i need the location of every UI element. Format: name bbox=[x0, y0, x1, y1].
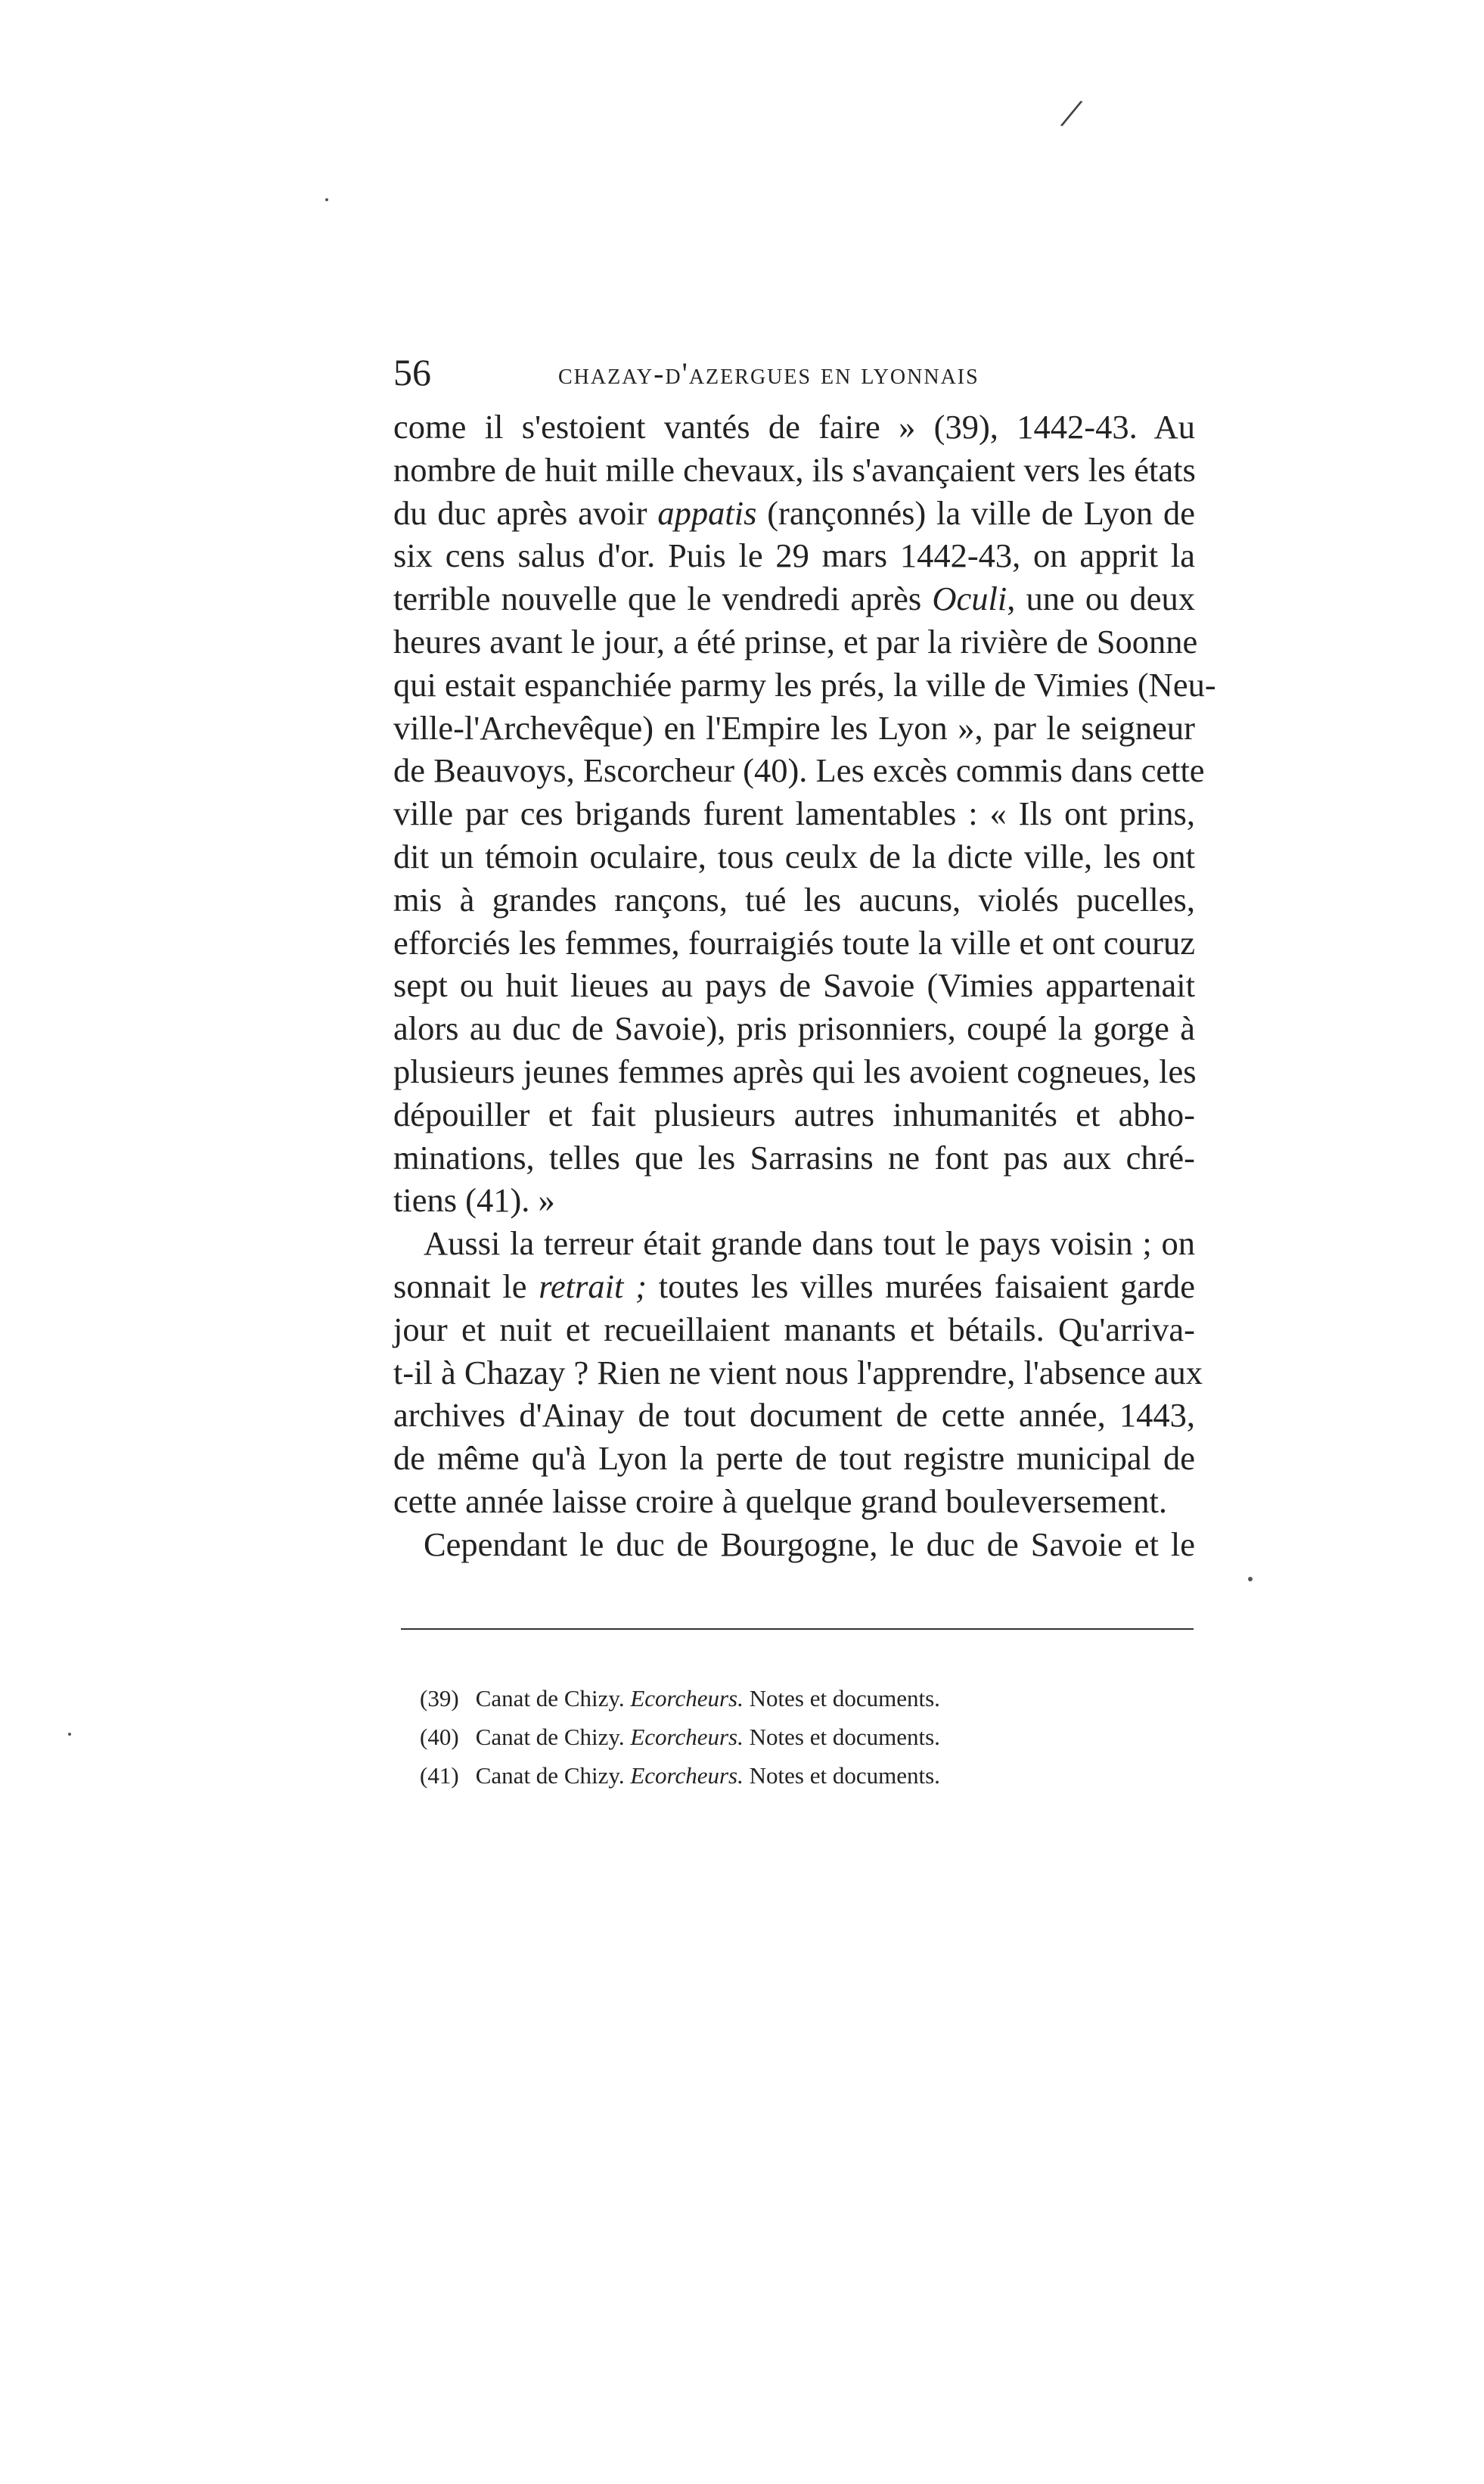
italic-word: retrait ; bbox=[539, 1267, 647, 1305]
text-line: jour et nuit et recueillaient manants et bétails. Qu'arriva- bbox=[393, 1310, 1195, 1348]
text-line: ville-l'Archevêque) en l'Empire les Lyon », par le seigneur bbox=[393, 708, 1195, 747]
page-header bbox=[393, 350, 1014, 403]
text-fragment: sonnait le bbox=[393, 1267, 539, 1305]
text-line: cette année laisse croire à quelque grand bouleversement. bbox=[393, 1481, 1168, 1520]
text-fragment: du duc après avoir bbox=[393, 493, 658, 532]
text-line: tiens (41). » bbox=[393, 1181, 555, 1220]
text-line bbox=[393, 577, 1195, 620]
paragraph bbox=[393, 1222, 1203, 1523]
text-line: dit un témoin oculaire, tous ceulx de la dicte ville, les ont bbox=[393, 837, 1195, 875]
footnote bbox=[420, 1718, 1176, 1756]
italic-word: Oculi bbox=[932, 580, 1007, 618]
text-line bbox=[393, 492, 1195, 535]
body-text bbox=[393, 406, 1216, 1566]
text-line: de même qu'à Lyon la perte de tout registre municipal de bbox=[393, 1439, 1195, 1478]
text-line: archives d'Ainay de tout document de cette année, 1443, bbox=[393, 1396, 1195, 1435]
text-fragment: (rançonnés) la ville de Lyon de bbox=[756, 493, 1195, 532]
text-fragment: , une ou deux bbox=[1007, 580, 1195, 618]
footnote-work: Ecorcheurs. bbox=[630, 1762, 744, 1789]
text-line: six cens salus d'or. Puis le 29 mars 1442-43, on apprit la bbox=[393, 536, 1195, 575]
text-line: alors au duc de Savoie), pris prisonniers, coupé la gorge à bbox=[393, 1009, 1195, 1048]
italic-word: appatis bbox=[657, 493, 757, 532]
text-line: mis à grandes rançons, tué les aucuns, violés pucelles, bbox=[393, 880, 1195, 919]
footnote-mark: (40) bbox=[420, 1724, 459, 1750]
footnote-rest: Notes et documents. bbox=[749, 1724, 940, 1750]
page-number: 56 bbox=[393, 351, 431, 393]
text-line: come il s'estoient vantés de faire » (39), 1442-43. Au bbox=[393, 408, 1195, 446]
pencil-mark: / bbox=[1060, 89, 1082, 138]
text-line: plusieurs jeunes femmes après qui les avoient cogneues, les bbox=[393, 1052, 1197, 1090]
paper-speck bbox=[325, 198, 328, 201]
footnote-rest: Notes et documents. bbox=[749, 1762, 940, 1789]
text-line: de Beauvoys, Escorcheur (40). Les excès commis dans cette bbox=[393, 751, 1205, 790]
text-line: Cependant le duc de Bourgogne, le duc de Savoie et le bbox=[424, 1525, 1195, 1563]
paragraph bbox=[393, 406, 1216, 1222]
footnote-work: Ecorcheurs. bbox=[630, 1724, 744, 1750]
running-title: chazay-d'azergues en lyonnais bbox=[558, 356, 980, 390]
text-line: t-il à Chazay ? Rien ne vient nous l'apprendre, l'absence aux bbox=[393, 1353, 1203, 1391]
text-fragment: toutes les villes murées faisaient garde bbox=[646, 1267, 1195, 1305]
paper-speck bbox=[68, 1733, 71, 1736]
text-line: minations, telles que les Sarrasins ne font pas aux chré- bbox=[393, 1138, 1195, 1177]
footnote-mark: (41) bbox=[420, 1762, 459, 1789]
footnotes bbox=[420, 1679, 1176, 1795]
text-line: heures avant le jour, a été prinse, et par la rivière de Soonne bbox=[393, 622, 1198, 661]
footnote-mark: (39) bbox=[420, 1685, 459, 1711]
footnote-work: Ecorcheurs. bbox=[630, 1685, 744, 1711]
footnote-author: Canat de Chizy. bbox=[475, 1762, 625, 1789]
text-line: ville par ces brigands furent lamentables : « Ils ont prins, bbox=[393, 794, 1195, 833]
footnote bbox=[420, 1679, 1176, 1718]
text-line: sept ou huit lieues au pays de Savoie (Vimies appartenait bbox=[393, 966, 1195, 1005]
text-line bbox=[393, 1265, 1195, 1308]
text-line: efforciés les femmes, fourraigiés toute la ville et ont couruz bbox=[393, 923, 1195, 962]
paragraph bbox=[393, 1523, 1195, 1566]
footnote-author: Canat de Chizy. bbox=[475, 1685, 625, 1711]
footnote-author: Canat de Chizy. bbox=[475, 1724, 625, 1750]
footnote-rest: Notes et documents. bbox=[749, 1685, 940, 1711]
paper-speck bbox=[1248, 1577, 1253, 1581]
text-line: nombre de huit mille chevaux, ils s'avançaient vers les états bbox=[393, 450, 1196, 489]
text-line: dépouiller et fait plusieurs autres inhumanités et abho- bbox=[393, 1095, 1195, 1133]
text-line: Aussi la terreur était grande dans tout le pays voisin ; on bbox=[424, 1224, 1195, 1263]
footnote-rule bbox=[401, 1628, 1194, 1630]
text-line: qui estait espanchiée parmy les prés, la ville de Vimies (Neu- bbox=[393, 665, 1216, 704]
footnote bbox=[420, 1756, 1176, 1795]
text-fragment: terrible nouvelle que le vendredi après bbox=[393, 580, 933, 618]
